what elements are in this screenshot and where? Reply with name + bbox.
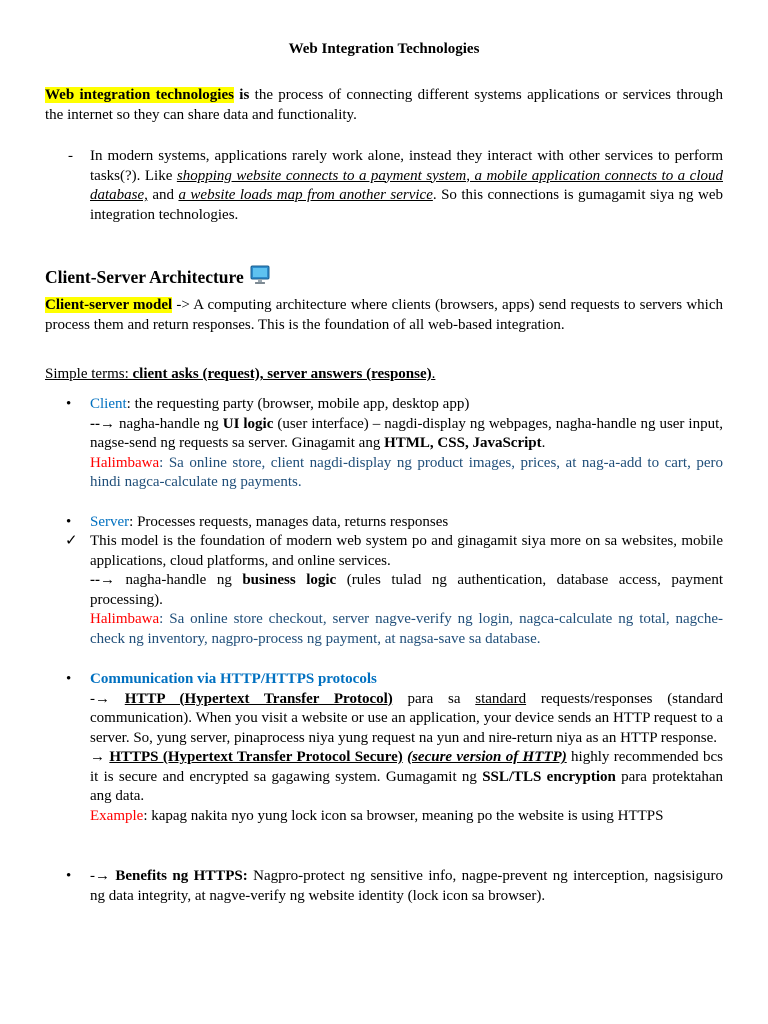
text-run: Communication via HTTP/HTTPS protocols (90, 671, 377, 687)
text-run: nagha-handle ng (115, 572, 243, 588)
text-run: Client-server model (45, 297, 173, 313)
text-run: - (90, 868, 95, 884)
text-run: - (90, 690, 95, 707)
text-run: . (431, 366, 436, 382)
text-run: nagha-handle ng (115, 415, 223, 432)
text-run: → (90, 749, 105, 765)
text-run: Server (90, 514, 130, 530)
text-run: -- (90, 415, 100, 432)
text-run: . (541, 435, 546, 451)
http-item (90, 670, 723, 826)
text-run: highly recommended bcs it is secure and encrypted sa gagawing system. Gumagamit ng (90, 749, 724, 785)
text-run: : kapag nakita nyo yung lock icon sa browser, meaning po the website is using HTTPS (143, 807, 664, 824)
text-run (110, 691, 125, 707)
section-heading-text: Client-Server Architecture (45, 267, 244, 287)
text-run: HTTP (Hypertext Transfer Protocol) (124, 690, 393, 707)
computer-monitor-icon (250, 265, 270, 290)
bullet-http: • (66, 671, 72, 687)
text-run: para sa (392, 690, 476, 707)
text-run: : Processes requests, manages data, returns responses (129, 514, 449, 530)
text-run: client asks (request), server answers (response) (132, 366, 432, 382)
text-run: (user interface) – nagdi-display ng webpages, nagha-handle ng user input, nagse-send ng requests sa server. Ginagamit ang (90, 415, 723, 451)
text-run: a website loads map from another service (178, 187, 433, 203)
client-server-definition (45, 296, 723, 335)
bullet-benefits: • (66, 868, 72, 884)
text-run: and (147, 187, 179, 203)
document-title: Web Integration Technologies (288, 41, 480, 57)
text-run: Benefits ng HTTPS: (115, 868, 248, 884)
section-heading (45, 265, 270, 290)
text-run: : Sa online store checkout, server nagve-verify ng login, nagca-calculate ng total, nagche-check ng inventory, nagpro-process ng payment, at nagsa-save sa database. (90, 611, 723, 647)
text-run: Halimbawa (90, 454, 160, 471)
text-run: shopping website connects to a payment system, a mobile application connects to a cloud database, (90, 167, 723, 203)
text-run: → (100, 572, 115, 588)
text-run: standard (475, 690, 527, 707)
intro-list-item (90, 147, 723, 225)
client-item (90, 395, 723, 493)
text-run: Client (90, 396, 127, 412)
text-run: business logic (242, 572, 337, 588)
text-run: (rules tulad ng authentication, database access, payment processing). (90, 572, 723, 608)
text-run: → (95, 868, 110, 884)
intro-paragraph (45, 86, 723, 125)
text-run: requests/responses (standard communication). When you visit a website or use an application, your device sends an HTTP request to a server. So, yung server, pinaprocess niya yung request na yun and nire-return niya as an HTTP response. (90, 690, 724, 746)
text-run: → (95, 690, 110, 707)
text-run: This model is the foundation of modern web system po and ginagamit siya more on sa websites, mobile applications, cloud platforms, and online services. (90, 533, 723, 569)
text-run: HTTPS (Hypertext Transfer Protocol Secure) (109, 749, 403, 765)
text-run: Nagpro-protect ng sensitive info, nagpe-prevent ng interception, nagsisiguro ng data integrity, at nagve-verify ng website identity (lock icon sa browser). (90, 868, 723, 904)
text-run: : the requesting party (browser, mobile app, desktop app) (126, 396, 470, 412)
text-run: UI logic (222, 415, 274, 432)
text-run: -- (90, 572, 100, 588)
text-run: → (100, 415, 115, 432)
text-run: (secure version of HTTP) (407, 749, 567, 765)
check-mark-icon: ✓ (65, 533, 78, 549)
text-run: Simple terms: (45, 366, 133, 382)
text-run: SSL/TLS encryption (482, 768, 616, 785)
bullet-client: • (66, 396, 72, 412)
text-run: . So this connections is gumagamit siya ng web integration technologies. (90, 187, 723, 223)
text-run: the process of connecting different systems applications or services through the internet so they can share data and functionality. (45, 87, 724, 123)
text-run: -> A computing architecture where clients (browsers, apps) send requests to servers which process them and return responses. This is the foundation of all web-based integration. (45, 297, 723, 333)
text-run: Halimbawa (90, 611, 160, 627)
server-check-item (90, 532, 723, 649)
benefits-item (90, 867, 723, 906)
text-run: Example (90, 807, 144, 824)
text-run: : Sa online store, client nagdi-display ng product images, prices, at nag-a-add to cart, pero hindi nagca-calculate ng payments. (90, 454, 723, 490)
text-run: is (233, 87, 250, 103)
text-run: para protektahan ang data. (90, 768, 723, 804)
server-item (90, 513, 723, 533)
text-run: Web integration technologies (45, 87, 234, 103)
text-run: In modern systems, applications rarely work alone, instead they interact with other services to perform tasks(?). Like (90, 148, 723, 184)
dash-bullet: - (68, 148, 73, 164)
text-run: HTML, CSS, JavaScript (384, 435, 542, 451)
bullet-server: • (66, 514, 72, 530)
simple-terms-line (45, 365, 723, 385)
